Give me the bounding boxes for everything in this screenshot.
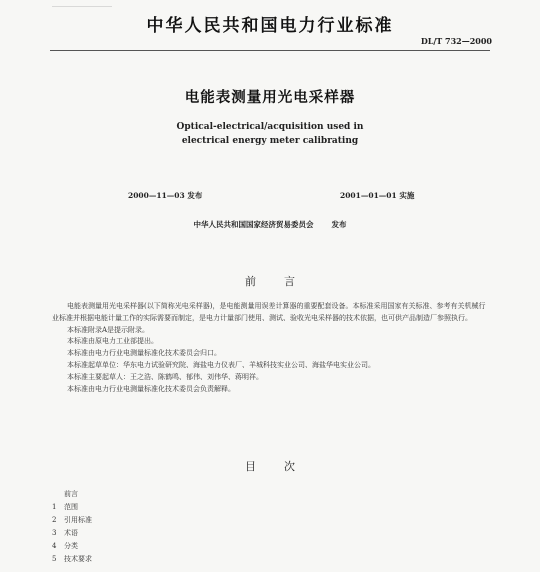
issue-date: 2000—11—03 发布 — [128, 191, 203, 200]
issuer-line — [0, 219, 540, 230]
toc-item-label: 范围 — [64, 503, 78, 511]
top-corner-mark — [52, 0, 112, 7]
toc-item[interactable] — [52, 553, 92, 566]
foreword-heading: 前言 — [245, 275, 323, 288]
toc-item-number: 3 — [52, 529, 57, 537]
toc-item[interactable] — [52, 501, 92, 514]
table-of-contents — [52, 488, 92, 566]
toc-item[interactable] — [52, 527, 92, 540]
implement-date: 2001—01—01 实施 — [340, 191, 415, 200]
document-title: 电能表测量用光电采样器 — [184, 90, 356, 106]
english-title — [0, 120, 540, 148]
toc-item-number: 5 — [52, 555, 57, 563]
english-title-line-1: Optical-electrical/acquisition used in — [176, 122, 364, 132]
toc-item[interactable] — [52, 540, 92, 553]
standard-title: 中华人民共和国电力行业标准 — [146, 16, 394, 36]
header-divider — [50, 50, 490, 51]
foreword-paragraph: 本标准由电力行业电测量标准化技术委员会负责解释。 — [67, 384, 235, 393]
standard-code: DL/T 732—2000 — [420, 36, 492, 46]
toc-item[interactable] — [52, 514, 92, 527]
toc-heading: 目次 — [245, 460, 323, 473]
toc-item-label: 术语 — [64, 529, 78, 537]
toc-item[interactable] — [52, 488, 92, 501]
foreword-body — [52, 301, 490, 395]
foreword-paragraph: 本标准起草单位：华东电力试验研究院、海盐电力仪表厂、羊城科技实业公司、海盐华电实业公司。 — [67, 360, 375, 369]
toc-item-label: 技术要求 — [64, 555, 92, 563]
toc-item-label: 分类 — [64, 542, 78, 550]
issuer-organization: 中华人民共和国国家经济贸易委员会 — [193, 220, 314, 229]
foreword-paragraph: 本标准主要起草人：王之浩、陈鹤鸣、郁伟、刘伟华、蒋明祥。 — [67, 372, 263, 381]
toc-item-label: 引用标准 — [64, 516, 92, 524]
foreword-paragraph: 本标准附录A是提示附录。 — [67, 325, 150, 334]
toc-item-number: 2 — [52, 516, 57, 524]
foreword-paragraph: 电能表测量用光电采样器(以下简称光电采样器)，是电能测量用误差计算器的重要配套设备。本标准采用国家有关标准、参考有关机械行业标准并根据电能计量工作的实际需要而制定，是电力计量部门使用、测试、验收光电采样器的技术依据，也可供产品制造厂参照执行。 — [52, 302, 486, 322]
toc-item-number: 4 — [52, 542, 57, 550]
toc-item-label: 前言 — [64, 490, 78, 498]
foreword-paragraph: 本标准由原电力工业部提出。 — [67, 337, 158, 346]
english-title-line-2: electrical energy meter calibrating — [181, 136, 359, 146]
issuer-action: 发布 — [331, 220, 347, 229]
toc-item-number: 1 — [52, 503, 57, 511]
foreword-paragraph: 本标准由电力行业电测量标准化技术委员会归口。 — [67, 349, 221, 358]
